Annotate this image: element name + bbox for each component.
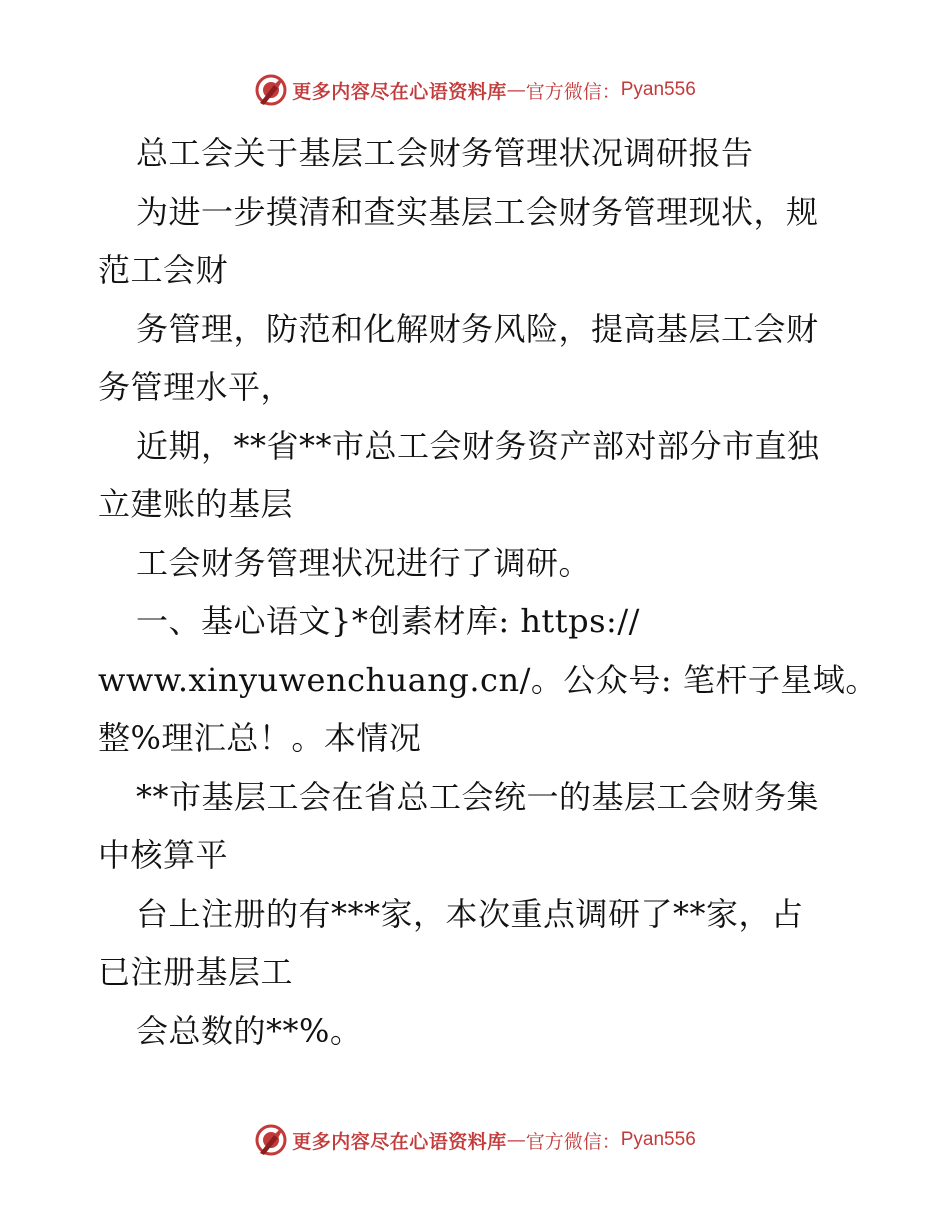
banner-dash: — xyxy=(506,1129,526,1151)
banner-dash: — xyxy=(506,79,526,101)
paragraph-line: 已注册基层工 xyxy=(98,953,294,991)
paragraph-line: 工会财务管理状况进行了调研。 xyxy=(136,543,592,582)
paragraph-line: 中核算平 xyxy=(98,836,229,874)
paragraph-line: 会总数的**%。 xyxy=(136,1011,363,1050)
paragraph-line: www.xinyuwenchuang.cn/。公众号: 笔杆子星域。 xyxy=(98,660,878,699)
banner-wechat-label: 官方微信： xyxy=(525,1130,621,1153)
section-heading: 一、基心语文}*创素材库: https:// xyxy=(136,602,640,640)
banner-text: 更多内容尽在心语资料库 xyxy=(292,1130,507,1153)
paragraph-line: 近期，**省**市总工会财务资产部对部分市直独 xyxy=(136,426,820,465)
paragraph-line: 务管理水平， xyxy=(98,368,294,406)
paragraph-line: 台上注册的有***家，本次重点调研了**家，占 xyxy=(136,894,804,933)
footer-banner xyxy=(0,1120,950,1160)
paragraph-line: 整%理汇总！。本情况 xyxy=(98,719,422,757)
paragraph-line: 务管理，防范和化解财务风险，提高基层工会财 xyxy=(136,309,819,348)
pen-logo-icon xyxy=(254,73,288,107)
header-banner xyxy=(0,70,950,110)
paragraph-line: **市基层工会在省总工会统一的基层工会财务集 xyxy=(136,777,820,816)
paragraph-line: 立建账的基层 xyxy=(98,485,294,523)
pen-logo-icon xyxy=(254,1123,288,1157)
paragraph-line: 范工会财 xyxy=(98,251,229,289)
banner-wechat-id: Pyan556 xyxy=(620,79,696,100)
banner-text: 更多内容尽在心语资料库 xyxy=(292,80,507,103)
document-title: 总工会关于基层工会财务管理状况调研报告 xyxy=(136,134,754,172)
paragraph-line: 为进一步摸清和查实基层工会财务管理现状，规 xyxy=(136,192,819,231)
banner-wechat-id: Pyan556 xyxy=(620,1129,696,1150)
document-body xyxy=(98,124,878,1060)
banner-wechat-label: 官方微信： xyxy=(525,80,621,103)
